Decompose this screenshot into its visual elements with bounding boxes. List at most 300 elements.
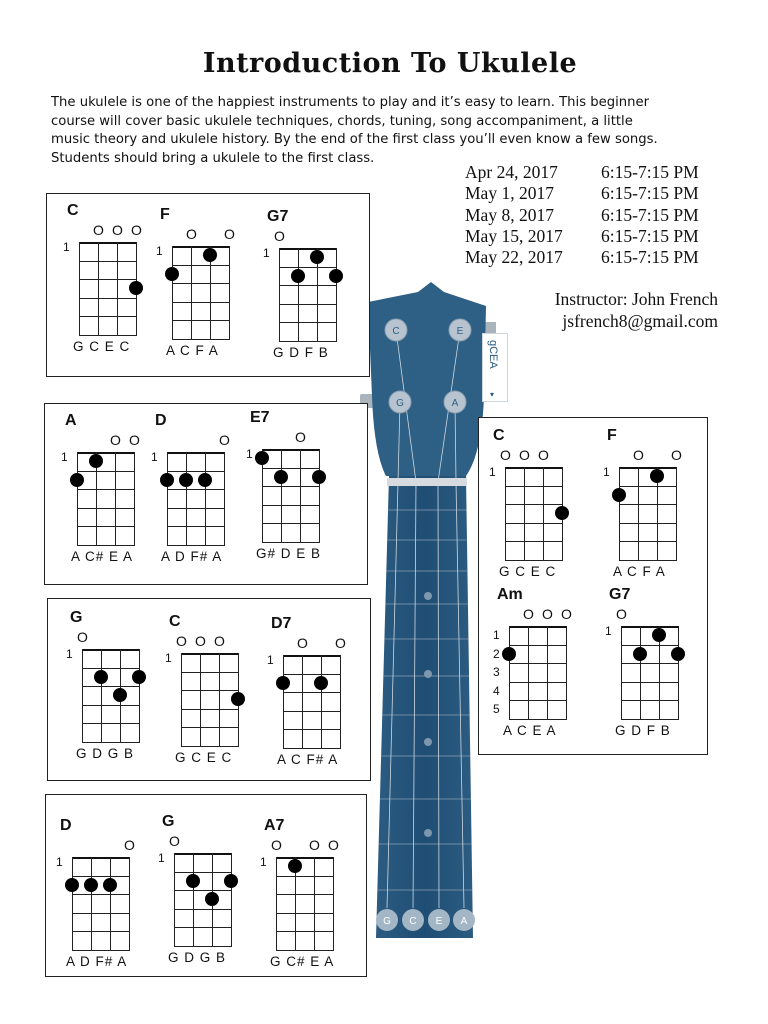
fret-line — [621, 645, 679, 646]
open-string-marker: O — [214, 633, 225, 649]
schedule-time: 6:15-7:15 PM — [601, 225, 699, 246]
open-string-marker: O — [297, 635, 308, 651]
fret-line — [79, 279, 137, 280]
string-line — [528, 626, 529, 719]
fret-line — [77, 545, 135, 546]
chord-notes: G C# E A — [270, 953, 335, 969]
fret-line — [509, 682, 567, 683]
fret-number: 1 — [61, 450, 68, 464]
fret-line — [174, 872, 232, 873]
nut-line — [509, 626, 567, 628]
chord-notes: A D F# A — [161, 548, 223, 564]
chord-notes: G C E C — [499, 563, 557, 579]
nut — [387, 478, 467, 486]
nut-line — [621, 626, 679, 628]
fret-line — [509, 663, 567, 664]
fret-line — [279, 267, 337, 268]
string-line — [340, 655, 341, 748]
string-note-g — [376, 909, 398, 931]
finger-dot — [555, 506, 569, 520]
fret-line — [174, 927, 232, 928]
open-string-marker: O — [124, 837, 135, 853]
open-string-marker: O — [271, 837, 282, 853]
fretboard — [376, 476, 473, 938]
nut-line — [262, 449, 320, 451]
nut-line — [276, 857, 334, 859]
schedule-time: 6:15-7:15 PM — [601, 204, 699, 225]
fretboard-grid — [77, 452, 134, 545]
fret-line — [181, 672, 239, 673]
fret-line — [509, 700, 567, 701]
open-string-marker: O — [523, 606, 534, 622]
chord-box — [44, 403, 368, 585]
open-string-marker: O — [169, 833, 180, 849]
string-line — [336, 248, 337, 341]
fretboard-grid — [509, 626, 566, 719]
finger-dot — [312, 470, 326, 484]
string-line — [640, 626, 641, 719]
chord-name: C — [67, 202, 79, 219]
string-line — [117, 242, 118, 335]
finger-dot — [274, 470, 288, 484]
chord-notes: A C F A — [166, 342, 219, 358]
fret-line — [72, 950, 130, 951]
open-string-marker: O — [93, 222, 104, 238]
chord-notes: A C E A — [503, 722, 557, 738]
fret-number: 1 — [66, 647, 73, 661]
open-string-marker: O — [129, 432, 140, 448]
finger-dot — [502, 647, 516, 661]
string-line — [276, 857, 277, 950]
fretboard-grid — [619, 467, 676, 560]
string-line — [619, 467, 620, 560]
chord-notes: A D F# A — [66, 953, 128, 969]
string-line — [172, 246, 173, 339]
string-line — [524, 467, 525, 560]
chord-chart-g — [64, 609, 161, 772]
chord-chart-am — [491, 586, 588, 749]
fret-line — [279, 285, 337, 286]
fret-line — [505, 504, 563, 505]
peg-label: E — [456, 326, 464, 337]
fret-number: 2 — [493, 646, 500, 661]
chord-chart-c — [487, 427, 584, 590]
chord-name: G7 — [609, 586, 631, 603]
open-string-marker: O — [328, 837, 339, 853]
string-note-label: A — [460, 916, 468, 927]
fret-line — [174, 909, 232, 910]
string-line — [505, 467, 506, 560]
fret-line — [77, 471, 135, 472]
finger-dot — [132, 670, 146, 684]
nut-line — [283, 655, 341, 657]
fretboard-grid — [167, 452, 224, 545]
fret-line — [79, 298, 137, 299]
open-string-marker: O — [538, 447, 549, 463]
peg-label: A — [451, 398, 459, 409]
tuning-peg-e — [449, 319, 471, 341]
chord-name: F — [160, 206, 170, 223]
fret-number: 1 — [493, 628, 500, 642]
fret-line — [621, 682, 679, 683]
nut-line — [172, 246, 230, 248]
chord-name: A — [65, 412, 77, 429]
fret-line — [172, 320, 230, 321]
string-line — [167, 452, 168, 545]
fret-line — [167, 471, 225, 472]
open-string-marker: O — [110, 432, 121, 448]
nut-line — [505, 467, 563, 469]
open-string-marker: O — [671, 447, 682, 463]
string-line — [174, 853, 175, 946]
string-line — [224, 452, 225, 545]
fret-line — [279, 341, 337, 342]
string-line — [129, 857, 130, 950]
string-line — [279, 248, 280, 341]
schedule-time: 6:15-7:15 PM — [601, 183, 699, 204]
string-line — [543, 467, 544, 560]
intro-paragraph — [51, 94, 751, 168]
fret-line — [505, 541, 563, 542]
finger-dot — [129, 281, 143, 295]
fret-line — [621, 700, 679, 701]
string-line — [621, 626, 622, 719]
finger-dot — [314, 676, 328, 690]
fret-line — [181, 690, 239, 691]
string-line — [77, 452, 78, 545]
open-string-marker: O — [295, 429, 306, 445]
instructor-info — [555, 289, 718, 332]
open-string-marker: O — [186, 226, 197, 242]
fret-line — [72, 931, 130, 932]
fret-line — [619, 486, 677, 487]
fret-line — [276, 894, 334, 895]
schedule-date: May 1, 2017 — [465, 183, 554, 204]
fret-line — [505, 486, 563, 487]
open-string-marker: O — [561, 606, 572, 622]
open-string-marker: O — [224, 226, 235, 242]
fret-marker — [424, 829, 432, 837]
intro-line: The ukulele is one of the happiest instruments to play and it’s easy to learn. This beginner — [51, 95, 650, 110]
intro-line: course will cover basic ukulele techniques, chords, tuning, song accompaniment, a little — [51, 113, 633, 129]
chord-name: E7 — [250, 409, 270, 426]
fret-line — [72, 876, 130, 877]
fretboard-grid — [72, 857, 129, 950]
nut-line — [77, 452, 135, 454]
fret-line — [79, 261, 137, 262]
finger-dot — [633, 647, 647, 661]
string-line — [300, 449, 301, 542]
fret-line — [72, 894, 130, 895]
fret-number: 1 — [165, 651, 172, 665]
string-line — [139, 649, 140, 742]
fret-line — [283, 674, 341, 675]
chord-name: G — [162, 813, 175, 830]
string-line — [101, 649, 102, 742]
finger-dot — [84, 878, 98, 892]
string-line — [231, 853, 232, 946]
tuning-peg-g — [389, 391, 411, 413]
class-schedule — [465, 162, 699, 268]
fret-number: 1 — [56, 855, 63, 869]
fret-line — [82, 723, 140, 724]
finger-dot — [70, 473, 84, 487]
open-string-marker: O — [542, 606, 553, 622]
fret-line — [82, 686, 140, 687]
string-line — [566, 626, 567, 719]
string-line — [321, 655, 322, 748]
chord-chart-a — [59, 412, 156, 575]
open-string-marker: O — [616, 606, 627, 622]
fret-line — [283, 729, 341, 730]
string-line — [79, 242, 80, 335]
chord-chart-e7 — [244, 409, 341, 572]
schedule-row — [465, 183, 699, 204]
finger-dot — [276, 676, 290, 690]
intro-line: Students should bring a ukulele to the first class. — [51, 150, 375, 166]
finger-dot — [179, 473, 193, 487]
fret-number: 1 — [263, 246, 270, 260]
string-line — [134, 452, 135, 545]
schedule-row — [465, 162, 699, 183]
schedule-time: 6:15-7:15 PM — [601, 162, 699, 182]
finger-dot — [65, 878, 79, 892]
string-line — [191, 246, 192, 339]
string-line — [72, 857, 73, 950]
chord-notes: G D G B — [76, 745, 135, 761]
fretboard-grid — [79, 242, 136, 335]
fret-line — [167, 489, 225, 490]
string-note-a — [453, 909, 475, 931]
open-string-marker: O — [176, 633, 187, 649]
chord-name: D — [155, 412, 167, 429]
tuning-label: gCEA — [487, 340, 499, 369]
fretboard-grid — [505, 467, 562, 560]
fret-line — [174, 890, 232, 891]
schedule-row — [465, 247, 699, 268]
string-line — [91, 857, 92, 950]
fret-line — [279, 322, 337, 323]
fret-line — [82, 668, 140, 669]
fret-number: 1 — [603, 465, 610, 479]
fretboard-grid — [181, 653, 238, 746]
nut-line — [279, 248, 337, 250]
fret-line — [509, 719, 567, 720]
schedule-date: Apr 24, 2017 — [465, 162, 558, 182]
intro-line: music theory and ukulele history. By the end of the first class you’ll even know a few songs. — [51, 132, 658, 147]
fret-line — [621, 719, 679, 720]
string-line — [302, 655, 303, 748]
chord-name: D — [60, 817, 72, 834]
open-string-marker: O — [335, 635, 346, 651]
fret-line — [172, 283, 230, 284]
string-line — [205, 452, 206, 545]
ukulele-neck-illustration — [356, 278, 496, 946]
string-line — [509, 626, 510, 719]
chord-chart-d7 — [265, 615, 362, 778]
fret-line — [279, 304, 337, 305]
nut-line — [72, 857, 130, 859]
string-line — [219, 653, 220, 746]
string-line — [547, 626, 548, 719]
fret-line — [283, 692, 341, 693]
string-line — [333, 857, 334, 950]
string-line — [115, 452, 116, 545]
chord-notes: G C E C — [73, 338, 131, 354]
open-string-marker: O — [112, 222, 123, 238]
nut-line — [82, 649, 140, 651]
fretboard-grid — [621, 626, 678, 719]
chord-chart-c — [61, 202, 158, 365]
string-line — [281, 449, 282, 542]
fret-line — [283, 748, 341, 749]
fret-marker — [424, 738, 432, 746]
schedule-date: May 15, 2017 — [465, 225, 563, 246]
fret-line — [276, 931, 334, 932]
string-line — [110, 857, 111, 950]
peg-label: C — [392, 326, 400, 337]
fretboard-grid — [279, 248, 336, 341]
chord-name: C — [493, 427, 505, 444]
finger-dot — [231, 692, 245, 706]
schedule-date: May 8, 2017 — [465, 204, 554, 225]
fret-line — [77, 508, 135, 509]
string-line — [676, 467, 677, 560]
string-line — [229, 246, 230, 339]
string-line — [98, 242, 99, 335]
fret-line — [619, 504, 677, 505]
string-line — [298, 248, 299, 341]
fret-line — [167, 508, 225, 509]
open-string-marker: O — [131, 222, 142, 238]
fretboard-grid — [174, 853, 231, 946]
fret-line — [262, 523, 320, 524]
fret-line — [79, 316, 137, 317]
fret-number: 1 — [151, 450, 158, 464]
chord-notes: A C# E A — [71, 548, 134, 564]
fret-line — [276, 876, 334, 877]
fret-line — [505, 523, 563, 524]
string-line — [319, 449, 320, 542]
finger-dot — [165, 267, 179, 281]
fret-number: 4 — [493, 683, 500, 698]
fret-line — [619, 560, 677, 561]
fret-line — [174, 946, 232, 947]
fret-line — [181, 746, 239, 747]
fret-line — [167, 545, 225, 546]
finger-dot — [160, 473, 174, 487]
chord-box — [478, 417, 708, 755]
string-line — [283, 655, 284, 748]
nut-line — [167, 452, 225, 454]
string-line — [193, 853, 194, 946]
string-note-label: E — [435, 916, 443, 927]
instructor-name: Instructor: John French — [554, 289, 718, 309]
string-note-c — [402, 909, 424, 931]
chord-chart-d — [149, 412, 246, 575]
schedule-time: 6:15-7:15 PM — [601, 247, 699, 268]
fret-line — [509, 645, 567, 646]
chord-name: C — [169, 613, 181, 630]
chord-name: G — [70, 609, 83, 626]
chord-chart-a7 — [258, 817, 355, 980]
fret-number: 1 — [267, 653, 274, 667]
fret-line — [283, 711, 341, 712]
headstock — [368, 282, 486, 476]
fretboard-grid — [276, 857, 333, 950]
chord-notes: A C F A — [613, 563, 666, 579]
chord-name: G7 — [267, 208, 289, 225]
instructor-email[interactable]: jsfrench8@gmail.com — [562, 310, 718, 331]
schedule-row — [465, 205, 699, 226]
fret-line — [181, 709, 239, 710]
finger-dot — [186, 874, 200, 888]
fret-line — [262, 542, 320, 543]
string-line — [314, 857, 315, 950]
fret-number: 1 — [63, 240, 70, 254]
string-note-label: C — [409, 916, 417, 927]
string-line — [200, 653, 201, 746]
fret-marker — [424, 670, 432, 678]
fret-number: 1 — [246, 447, 253, 461]
finger-dot — [329, 269, 343, 283]
open-string-marker: O — [519, 447, 530, 463]
nut-line — [181, 653, 239, 655]
chord-box — [46, 193, 370, 377]
fret-number: 1 — [489, 465, 496, 479]
fret-number: 1 — [156, 244, 163, 258]
nut-line — [174, 853, 232, 855]
string-line — [678, 626, 679, 719]
chord-chart-g7 — [603, 586, 700, 749]
fret-line — [172, 302, 230, 303]
fret-line — [82, 705, 140, 706]
tuning-selector[interactable] — [482, 333, 508, 402]
chevron-down-icon: ▾ — [490, 390, 495, 399]
finger-dot — [612, 488, 626, 502]
fret-line — [82, 742, 140, 743]
fret-line — [276, 950, 334, 951]
finger-dot — [224, 874, 238, 888]
fret-line — [79, 335, 137, 336]
fret-line — [77, 489, 135, 490]
chord-box — [45, 794, 367, 977]
fret-line — [172, 265, 230, 266]
fret-line — [72, 913, 130, 914]
fret-line — [262, 468, 320, 469]
nut-line — [619, 467, 677, 469]
open-string-marker: O — [77, 629, 88, 645]
fretboard-grid — [172, 246, 229, 339]
fret-marker — [424, 592, 432, 600]
fret-line — [181, 727, 239, 728]
chord-chart-g — [156, 813, 253, 976]
fret-number: 1 — [260, 855, 267, 869]
open-string-marker: O — [274, 228, 285, 244]
finger-dot — [103, 878, 117, 892]
fret-line — [77, 526, 135, 527]
finger-dot — [94, 670, 108, 684]
fret-line — [619, 541, 677, 542]
chord-notes: A C F# A — [277, 751, 339, 767]
nut-line — [79, 242, 137, 244]
chord-chart-g7 — [261, 208, 358, 371]
chord-chart-f — [601, 427, 698, 590]
page-title: Introduction To Ukulele — [202, 48, 578, 79]
fret-line — [619, 523, 677, 524]
fret-line — [172, 339, 230, 340]
fret-line — [262, 505, 320, 506]
